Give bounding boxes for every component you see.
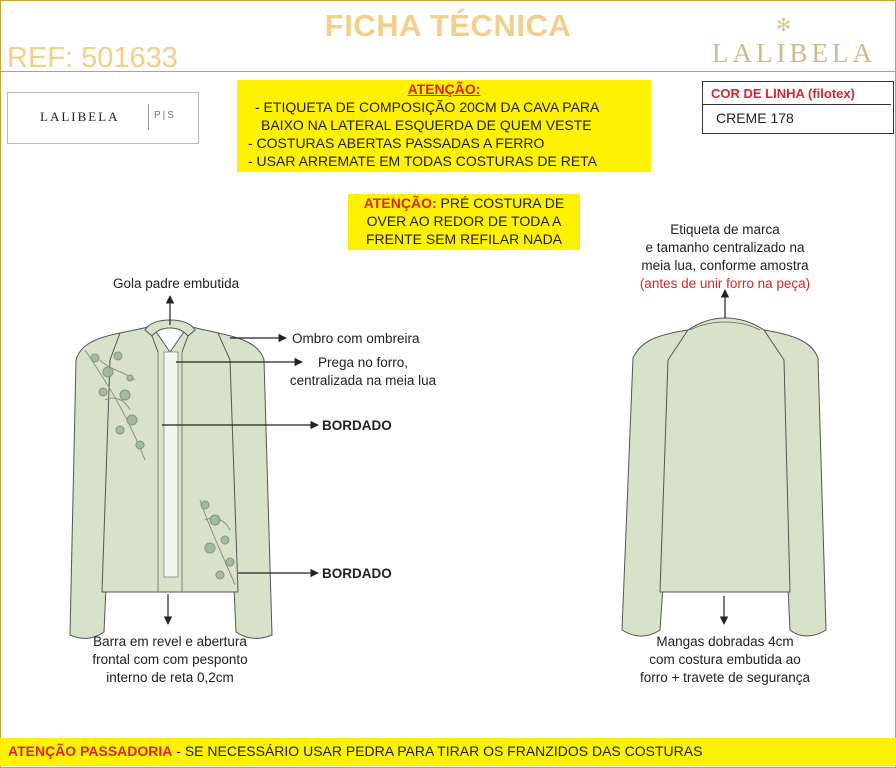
- label-tag-line-3: meia lua, conforme amostra: [641, 258, 809, 273]
- notice-top-line: - COSTURAS ABERTAS PASSADAS A FERRO: [248, 135, 545, 151]
- back-body: [660, 318, 790, 592]
- notice-overlock-text: PRÉ COSTURA DE: [436, 195, 565, 211]
- footer-text: [8, 743, 702, 759]
- label-hem-line-1: Barra em revel e abertura: [93, 634, 247, 649]
- label-hem-line-2: frontal com com pesponto: [92, 652, 248, 667]
- label-hem-line-3: interno de reta 0,2cm: [106, 670, 234, 685]
- bee-emblem-icon: ✻: [776, 15, 792, 35]
- label-sleeve-line-2: com costura embutida ao: [649, 652, 801, 667]
- front-jacket-drawing: [70, 296, 318, 638]
- label-pleat-line-1: Prega no forro,: [317, 355, 409, 370]
- label-tag-line-1: Etiqueta de marca: [670, 222, 780, 237]
- notice-top-line: - ETIQUETA DE COMPOSIÇÃO 20CM DA CAVA PARA: [255, 99, 600, 115]
- label-tag-line-2: e tamanho centralizado na: [645, 240, 805, 255]
- brand-logo-text: LALIBELA: [712, 38, 876, 68]
- label-embroidery-top: BORDADO: [322, 418, 392, 433]
- footer-message: - SE NECESSÁRIO USAR PEDRA PARA TIRAR OS FRANZIDOS DAS COSTURAS: [172, 743, 703, 759]
- notice-overlock-line-3: FRENTE SEM REFILAR NADA: [365, 231, 563, 247]
- label-collar: Gola padre embutida: [113, 276, 240, 291]
- notice-top-title: ATENÇÃO:: [407, 81, 481, 97]
- front-lining-strip: [164, 352, 178, 577]
- label-logo-brand: LALIBELA: [40, 109, 120, 124]
- notice-top-line: BAIXO NA LATERAL ESQUERDA DE QUEM VESTE: [261, 117, 592, 133]
- notice-top-line: - USAR ARREMATE EM TODAS COSTURAS DE RETA: [248, 153, 598, 169]
- page-title: FICHA TÉCNICA: [324, 8, 572, 43]
- label-tag-line-4: (antes de unir forro na peça): [639, 276, 811, 291]
- thread-color-value: CREME 178: [716, 110, 794, 126]
- reference-code: REF: 501633: [7, 42, 178, 74]
- label-pleat-line-2: centralizada na meia lua: [289, 373, 437, 388]
- thread-color-title: COR DE LINHA (filotex): [711, 86, 855, 101]
- footer-label: ATENÇÃO PASSADORIA: [8, 743, 173, 759]
- back-jacket-drawing: [622, 290, 826, 636]
- label-logo-suffix: P|S: [154, 110, 176, 121]
- notice-overlock-label: ATENÇÃO:: [363, 195, 437, 211]
- label-shoulder: Ombro com ombreira: [292, 331, 420, 346]
- label-sleeve-line-3: forro + travete de segurança: [640, 670, 810, 685]
- label-embroidery-bottom: BORDADO: [322, 566, 392, 581]
- label-sleeve-line-1: Mangas dobradas 4cm: [656, 634, 794, 649]
- notice-overlock-line-2: OVER AO REDOR DE TODA A: [366, 213, 562, 229]
